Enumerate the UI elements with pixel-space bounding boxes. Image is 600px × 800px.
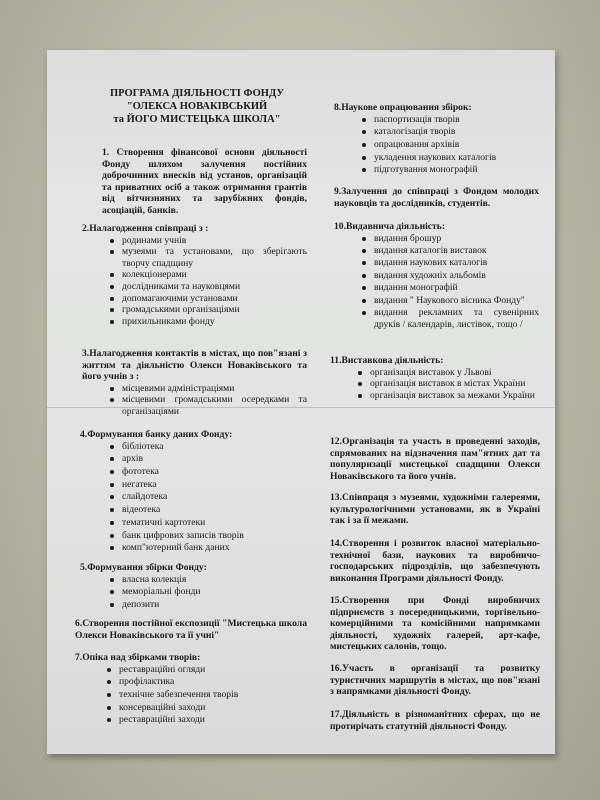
section-heading: 15.Створення при Фонді виробничих підприємств з посередницькими, торгівельно-комерційними та комісійними напрямками діяльності, художніх галерей, арт-кафе, мистецьких салонів, тощо. — [330, 595, 540, 653]
list-item: реставраційні огляди — [105, 664, 307, 677]
section-heading: 16.Участь в організації та розвитку туристичних маршрутів в містах, що пов"язані з напрямками діяльності Фонду. — [330, 663, 540, 698]
section-2 — [82, 223, 307, 327]
section-heading: 3.Налагодження контактів в містах, що пов"язані з життям та діяльністю Олекси Новаківського та його учнів з : — [82, 348, 307, 383]
section-list — [360, 114, 539, 178]
list-item: допомагаючими установами — [108, 293, 307, 305]
list-item: банк цифрових записів творів — [108, 530, 305, 543]
list-item: опрацювання архівів — [360, 139, 539, 152]
section-heading: 17.Діяльність в різноманітних сферах, що не протирічать статутній діяльності Фонду. — [330, 709, 540, 732]
section-10 — [334, 221, 539, 332]
list-item: видання рекламних та сувенірних друків / календарів, листівок, тощо / — [360, 307, 539, 332]
section-heading: 13.Співпраця з музеями, художніми галереями, культурологічними установами, як в Україні так і за її межами. — [330, 492, 540, 527]
section-13 — [330, 492, 540, 527]
section-list — [360, 233, 539, 332]
list-item: профілактика — [105, 676, 307, 689]
title-line: "ОЛЕКСА НОВАКІВСЬКИЙ — [126, 101, 268, 112]
section-heading: 12.Організація та участь в проведенні заходів, спрямованих на відзначення пам"ятних дат та популяризації мистецької спадщини Олекси Новаківського та його учнів. — [330, 436, 540, 482]
list-item: каталогізація творів — [360, 126, 539, 139]
list-item: прихильниками фонду — [108, 316, 307, 328]
list-item: реставраційні заходи — [105, 714, 307, 727]
list-item: бібліотека — [108, 441, 305, 454]
section-heading: 2.Налагодження співпраці з : — [82, 223, 209, 234]
section-1 — [102, 147, 307, 217]
section-list — [105, 664, 307, 728]
section-12 — [330, 436, 540, 482]
section-17 — [330, 709, 540, 732]
section-heading: 9.Залучення до співпраці з Фондом молодих науковців та дослідників, студентів. — [334, 186, 539, 209]
list-item: архів — [108, 453, 305, 466]
section-heading: 14.Створення і розвиток власної матеріально-технічної бази, наукових та виробничо-господарських підрозділів, що забезпечують виконання Програми діяльності Фонду. — [330, 538, 540, 584]
section-15 — [330, 595, 540, 653]
list-item: місцевими громадськими осередками та організаціями — [108, 394, 307, 417]
list-item: власна колекція — [108, 574, 305, 587]
section-heading: 5.Формування збірки Фонду: — [80, 562, 207, 573]
section-3 — [82, 348, 307, 418]
list-item: видання каталогів виставок — [360, 245, 539, 257]
section-list — [108, 235, 307, 328]
list-item: колекціонерами — [108, 269, 307, 281]
section-8 — [334, 102, 539, 177]
list-item: організація виставок в містах України — [356, 378, 540, 390]
section-list — [108, 574, 305, 612]
list-item: комп"ютерний банк даних — [108, 542, 305, 555]
section-16 — [330, 663, 540, 698]
section-11 — [330, 355, 540, 401]
list-item: видання наукових каталогів — [360, 257, 539, 269]
section-9 — [334, 186, 539, 209]
section-heading: 11.Виставкова діяльність: — [330, 355, 444, 366]
section-4 — [80, 429, 305, 555]
list-item: дослідниками та науковцями — [108, 281, 307, 293]
section-heading: 6.Створення постійної експозиції "Мистецька школа Олекси Новаківського та її учні" — [75, 618, 307, 641]
list-item: паспортизація творів — [360, 114, 539, 127]
printed-document-sheet — [47, 50, 555, 754]
list-item: місцевими адміністраціями — [108, 383, 307, 395]
list-item: слайдотека — [108, 491, 305, 504]
list-item: громадськими організаціями — [108, 304, 307, 316]
list-item: музеями та установами, що зберігають творчу спадщину — [108, 246, 307, 269]
section-heading: 8.Наукове опрацювання збірок: — [334, 102, 472, 113]
section-5 — [80, 562, 305, 612]
list-item: консерваційні заходи — [105, 702, 307, 715]
section-7 — [75, 652, 307, 727]
list-item: меморіальні фонди — [108, 586, 305, 599]
list-item: депозити — [108, 599, 305, 612]
title-line: ПРОГРАМА ДІЯЛЬНОСТІ ФОНДУ — [109, 88, 285, 99]
list-item: організація виставок за межами України — [356, 390, 540, 402]
list-item: видання брошур — [360, 233, 539, 245]
list-item: видання монографій — [360, 282, 539, 294]
section-list — [108, 383, 307, 418]
section-list — [108, 441, 305, 555]
section-14 — [330, 538, 540, 584]
list-item: родинами учнів — [108, 235, 307, 247]
list-item: відеотека — [108, 504, 305, 517]
section-heading: 7.Опіка над збірками творів: — [75, 652, 201, 663]
list-item: тематичні картотеки — [108, 517, 305, 530]
list-item: підготування монографій — [360, 164, 539, 177]
document-title — [107, 87, 287, 126]
section-heading: 1. Створення фінансової основи діяльності Фонду шляхом залучення постійних доброчинних внесків від установ, організацій та приватних осіб а також отримання грантів від вітчизняних та зарубіжних фондів, асоціацій, банків. — [102, 147, 307, 216]
list-item: укладення наукових каталогів — [360, 152, 539, 165]
section-6 — [75, 618, 307, 641]
list-item: фототека — [108, 466, 305, 479]
list-item: організація виставок у Львові — [356, 367, 540, 379]
list-item: видання художніх альбомів — [360, 270, 539, 282]
title-line: та ЙОГО МИСТЕЦЬКА ШКОЛА" — [113, 114, 281, 125]
section-heading: 10.Видавнича діяльність: — [334, 221, 446, 232]
section-list — [356, 367, 540, 402]
list-item: негатека — [108, 479, 305, 492]
section-heading: 4.Формування банку даних Фонду: — [80, 429, 233, 440]
list-item: технічне забезпечення творів — [105, 689, 307, 702]
list-item: видання " Наукового вісника Фонду" — [360, 295, 539, 307]
